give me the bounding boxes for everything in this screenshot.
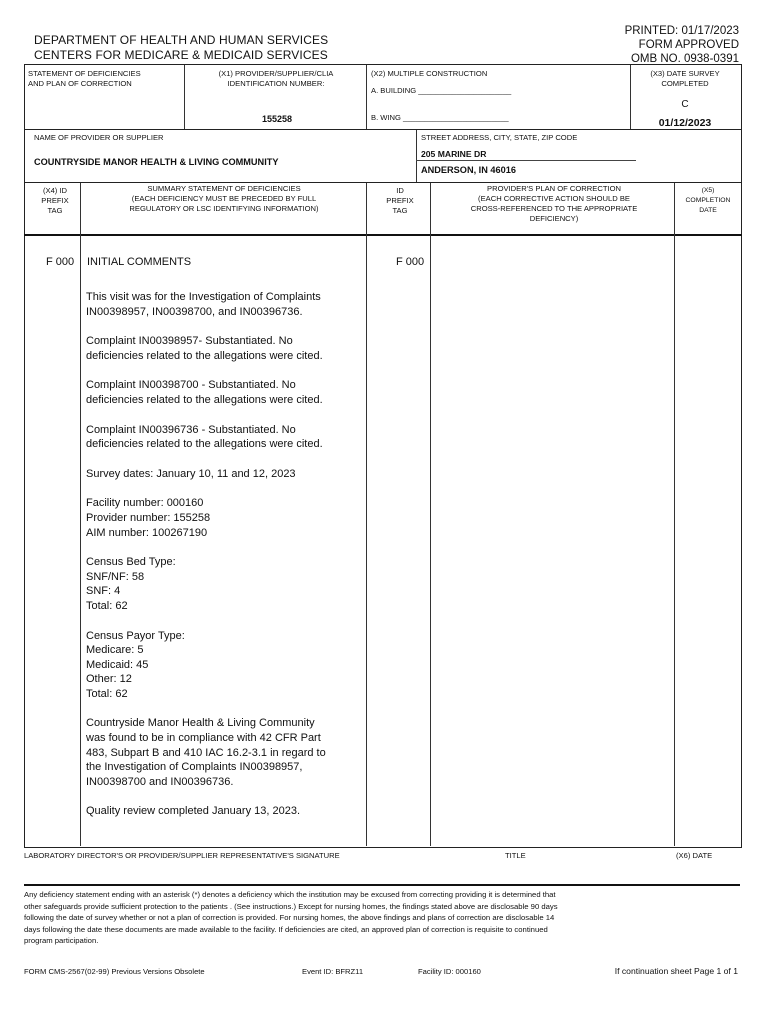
x2-building: A. BUILDING ______________________ (371, 86, 512, 95)
x5-header-line1: (X5) (701, 187, 715, 194)
page-indicator: If continuation sheet Page 1 of 1 (614, 966, 738, 976)
id-header-line2: PREFIX (386, 196, 414, 205)
paragraph: Complaint IN00398957- Substantiated. No deficiencies related to the allegations were cited. (86, 335, 323, 362)
summary-header-line2: (EACH DEFICIENCY MUST BE PRECEDED BY FULL (131, 194, 317, 203)
signature-label: LABORATORY DIRECTOR'S OR PROVIDER/SUPPLIER REPRESENTATIVE'S SIGNATURE (24, 851, 340, 860)
x4-header-line2: PREFIX (41, 196, 69, 205)
event-id: Event ID: BFRZ11 (302, 967, 364, 976)
x1-label-line1: (X1) PROVIDER/SUPPLIER/CLIA (218, 69, 334, 78)
signature-rule (24, 884, 740, 886)
x4-header-line3: TAG (47, 206, 63, 215)
x1-label-line2: IDENTIFICATION NUMBER: (227, 79, 325, 88)
col-line-summary (366, 183, 367, 846)
x1-label (190, 69, 362, 89)
statement-label (28, 69, 141, 89)
summary-header (84, 184, 364, 214)
address-label: STREET ADDRESS, CITY, STATE, ZIP CODE (421, 133, 578, 142)
id-header (372, 186, 428, 216)
paragraph: Census Payor Type: Medicare: 5 Medicaid: 45 Other: 12 Total: 62 (86, 629, 185, 700)
provider-name: COUNTRYSIDE MANOR HEALTH & LIVING COMMUNITY (34, 157, 279, 167)
dept-line-2: CENTERS FOR MEDICARE & MEDICAID SERVICES (34, 48, 328, 62)
provider-row-bottom (24, 182, 742, 183)
plan-header-line4: DEFICIENCY) (529, 214, 579, 223)
x3-label (632, 69, 738, 89)
x3-label-line1: (X3) DATE SURVEY (650, 69, 720, 78)
col-divider-x1 (184, 65, 185, 129)
x4-header (28, 186, 82, 216)
col-divider-x2 (366, 65, 367, 129)
x4-header-line1: (X4) ID (42, 186, 68, 195)
x3-code: C (681, 99, 689, 110)
street-address: 205 MARINE DR (421, 149, 487, 159)
printed-date: PRINTED: 01/17/2023 (624, 25, 739, 37)
survey-completed-date: 01/12/2023 (658, 117, 712, 129)
facility-id: Facility ID: 000160 (418, 967, 481, 976)
agency-header (34, 33, 328, 63)
summary-header-line1: SUMMARY STATEMENT OF DEFICIENCIES (147, 184, 301, 193)
comments-body (86, 290, 364, 819)
dept-line-1: DEPARTMENT OF HEALTH AND HUMAN SERVICES (34, 33, 329, 47)
top-box-divider (24, 129, 742, 130)
paragraph: Facility number: 000160 Provider number: 155258 AIM number: 100267190 (86, 497, 211, 539)
col-divider-x3 (630, 65, 631, 129)
initial-comments-heading: INITIAL COMMENTS (87, 256, 192, 268)
paragraph: This visit was for the Investigation of Complaints IN00398957, IN00398700, and IN00396736. (86, 291, 321, 318)
form-number: FORM CMS-2567(02-99) Previous Versions Obsolete (24, 967, 205, 976)
form-approved: FORM APPROVED (638, 39, 739, 51)
paragraph: Complaint IN00396736 - Substantiated. No deficiencies related to the allegations were cited. (86, 423, 323, 451)
right-prefix-tag: F 000 (396, 256, 425, 268)
statement-label-line1: STATEMENT OF DEFICIENCIES (28, 69, 141, 78)
x5-header-line3: DATE (699, 207, 717, 214)
id-header-line3: TAG (392, 206, 408, 215)
signature-date-label: (X6) DATE (676, 851, 713, 860)
x2-label: (X2) MULTIPLE CONSTRUCTION (371, 69, 488, 78)
paragraph: Survey dates: January 10, 11 and 12, 2023 (86, 467, 296, 480)
id-header-line1: ID (396, 186, 404, 195)
provider-name-label: NAME OF PROVIDER OR SUPPLIER (34, 133, 164, 142)
summary-header-line3: REGULATORY OR LSC IDENTIFYING INFORMATION) (129, 204, 319, 213)
col-line-id (430, 183, 431, 846)
x2-wing: B. WING _________________________ (371, 113, 509, 122)
paragraph: Countryside Manor Health & Living Community was found to be in compliance with 42 CFR Part 483, Subpart B and 410 IAC 16.2-3.1 in regard to the Investigation of Complaints IN00398957, IN00398700 and IN00396736. (86, 717, 326, 788)
column-header-bottom (24, 234, 742, 236)
paragraph: Quality review completed January 13, 2023. (86, 805, 301, 818)
form-header-right (625, 24, 739, 66)
address-underline (416, 160, 636, 161)
x5-header (678, 186, 738, 216)
left-prefix-tag: F 000 (46, 256, 75, 268)
x3-label-line2: COMPLETED (661, 79, 709, 88)
omb-number: OMB NO. 0938-0391 (630, 53, 739, 65)
plan-header-line3: CROSS-REFERENCED TO THE APPROPRIATE (470, 204, 638, 213)
provider-divider (416, 130, 417, 182)
x5-header-line2: COMPLETION (685, 197, 731, 204)
paragraph: Complaint IN00398700 - Substantiated. No deficiencies related to the allegations were cited. (86, 379, 323, 406)
title-label: TITLE (505, 851, 526, 860)
provider-id-number: 155258 (262, 114, 293, 124)
city-state-zip: ANDERSON, IN 46016 (421, 165, 516, 175)
statement-label-line2: AND PLAN OF CORRECTION (28, 79, 132, 88)
col-line-plan (674, 183, 675, 846)
plan-header (432, 184, 676, 224)
plan-header-line2: (EACH CORRECTIVE ACTION SHOULD BE (478, 194, 630, 203)
paragraph: Census Bed Type: SNF/NF: 58 SNF: 4 Total: 62 (86, 556, 176, 612)
disclaimer-text: Any deficiency statement ending with an asterisk (*) denotes a deficiency which the institution may be excused from correcting providing it is determined that other safeguards provide sufficient protection to the patients . (See instructions.) Except for nursing homes, the findings stated above are disclosable 90 days following the date of survey whether or not a plan of correction is provided. For nursing homes, the above findings and plans of correction are disclosable 14 days following the date these documents are made available to the facility. If deficiencies are cited, an approved plan of correction is requisite to continued program participation. (24, 890, 558, 946)
col-line-x4 (80, 183, 81, 846)
plan-header-line1: PROVIDER'S PLAN OF CORRECTION (487, 184, 621, 193)
